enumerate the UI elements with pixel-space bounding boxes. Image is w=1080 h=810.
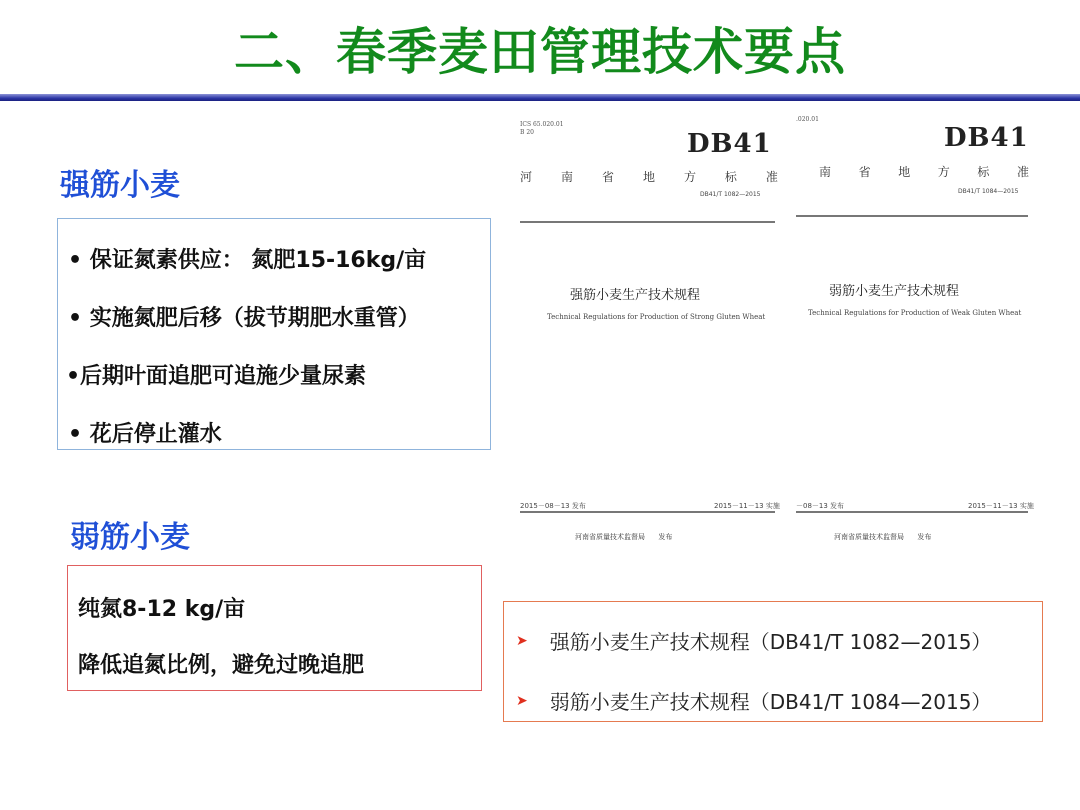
doc-standard-char: 方 — [937, 165, 950, 179]
doc-standard-char: 省 — [601, 170, 614, 184]
doc-title-en: Technical Regulations for Production of Weak Gluten Wheat — [808, 309, 1022, 317]
arrowhead-icon: ➤ — [516, 692, 528, 709]
doc-title-en: Technical Regulations for Production of Strong Gluten Wheat — [547, 313, 766, 321]
doc-ics-code: .020.01 — [796, 116, 819, 123]
doc-standard-number: DB41/T 1082—2015 — [700, 191, 761, 198]
strong-bullet: • 实施氮肥后移（拔节期肥水重管） — [68, 306, 420, 331]
doc-issue-date: －08－13 发布 — [796, 502, 845, 510]
doc-standard-char: 标 — [724, 170, 737, 184]
doc-title-cn: 强筋小麦生产技术规程 — [570, 288, 701, 303]
doc-standard-char: 省 — [858, 165, 871, 179]
strong-bullet: • 花后停止灌水 — [68, 422, 222, 447]
title-divider — [0, 94, 1080, 101]
weak-wheat-heading: 弱筋小麦 — [70, 520, 190, 555]
doc-standard-char: 河 — [520, 170, 533, 184]
reference-box — [503, 601, 1043, 722]
doc-db-code: DB41 — [687, 129, 772, 159]
weak-wheat-box — [67, 565, 482, 691]
doc-standard-char: 准 — [1016, 165, 1029, 179]
strong-bullet: •后期叶面追肥可追施少量尿素 — [66, 364, 367, 389]
doc-rule — [796, 215, 1028, 217]
doc-standard-label — [819, 163, 1029, 180]
strong-wheat-box — [57, 218, 491, 450]
doc-issuer — [575, 532, 672, 542]
reference-item — [516, 626, 991, 655]
doc-title-cn: 弱筋小麦生产技术规程 — [829, 284, 960, 299]
doc-standard-char: 南 — [560, 170, 573, 184]
weak-line: 降低追氮比例，避免过晚追肥 — [78, 653, 365, 678]
doc-db-code: DB41 — [944, 123, 1029, 153]
doc-issue-date: 2015－08－13 发布 — [520, 502, 586, 510]
doc-rule — [520, 511, 775, 513]
doc-standard-char: 标 — [977, 165, 990, 179]
doc-class-code: B 20 — [520, 129, 534, 136]
standard-document-weak — [792, 113, 1032, 543]
doc-impl-date: 2015－11－13 实施 — [968, 502, 1034, 510]
doc-standard-char: 地 — [898, 165, 911, 179]
doc-issuer — [834, 532, 931, 542]
doc-standard-label — [520, 168, 778, 185]
strong-bullet: • 保证氮素供应： 氮肥15-16kg/亩 — [68, 248, 427, 273]
page-title: 二、春季麦田管理技术要点 — [234, 23, 846, 81]
doc-standard-char: 地 — [642, 170, 655, 184]
doc-rule — [520, 221, 775, 223]
reference-item — [516, 686, 991, 715]
strong-wheat-heading: 强筋小麦 — [60, 168, 180, 203]
doc-standard-char: 方 — [683, 170, 696, 184]
standard-document-strong — [515, 115, 780, 545]
doc-issuer-suffix: 发布 — [917, 533, 932, 541]
doc-issuer-name: 河南省质量技术监督局 — [575, 533, 645, 541]
weak-line: 纯氮8-12 kg/亩 — [78, 597, 246, 622]
doc-issuer-name: 河南省质量技术监督局 — [834, 533, 904, 541]
doc-standard-char: 南 — [819, 165, 832, 179]
doc-issuer-suffix: 发布 — [658, 533, 673, 541]
doc-standard-char: 准 — [765, 170, 778, 184]
doc-standard-number: DB41/T 1084—2015 — [958, 188, 1019, 195]
doc-ics-code: ICS 65.020.01 — [520, 121, 564, 128]
reference-text: 强筋小麦生产技术规程（DB41/T 1082—2015） — [549, 630, 992, 654]
arrowhead-icon: ➤ — [516, 632, 528, 649]
reference-text: 弱筋小麦生产技术规程（DB41/T 1084—2015） — [549, 690, 992, 714]
doc-impl-date: 2015－11－13 实施 — [714, 502, 780, 510]
doc-rule — [796, 511, 1028, 513]
